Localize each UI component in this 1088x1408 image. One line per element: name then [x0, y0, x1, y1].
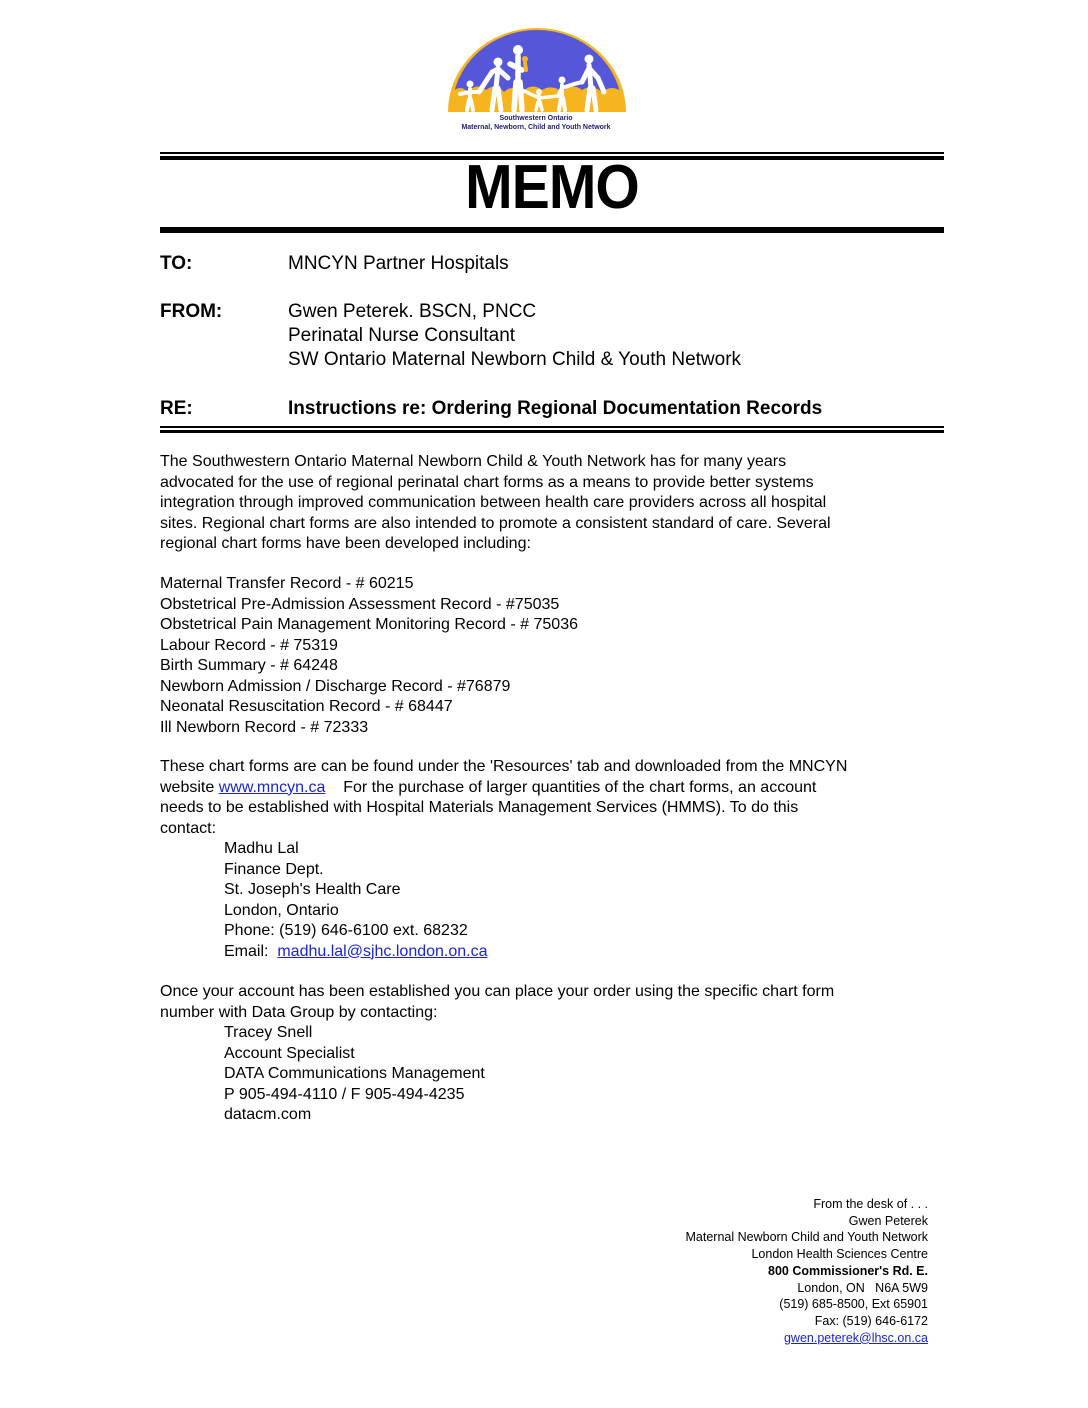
resources-paragraph	[160, 757, 960, 962]
signature-email-link[interactable]: gwen.peterek@lhsc.on.ca	[783, 1330, 928, 1345]
intro-paragraph	[160, 452, 960, 555]
form-list-item: Obstetrical Pain Management Monitoring Record - # 75036	[160, 616, 578, 633]
ordering-line: Once your account has been established you can place your order using the specific chart form	[160, 983, 835, 1000]
form-list-item: Birth Summary - # 64248	[160, 657, 338, 674]
form-list-item: Labour Record - # 75319	[160, 636, 338, 654]
signature-intro: From the desk of . . .	[813, 1197, 928, 1211]
title-bottom-rule	[160, 227, 944, 233]
signature-address: 800 Commissioner's Rd. E.	[768, 1263, 928, 1278]
signature-name: Gwen Peterek	[848, 1213, 928, 1228]
from-org: SW Ontario Maternal Newborn Child & Youth Network	[288, 349, 742, 370]
contact-dept: Finance Dept.	[224, 860, 324, 878]
ordering-line: number with Data Group by contacting:	[160, 1003, 438, 1021]
resources-line: These chart forms are can be found under the 'Resources' tab and downloaded from the MNCYN	[160, 758, 848, 775]
form-list-item: Ill Newborn Record - # 72333	[160, 718, 369, 736]
form-list-item: Obstetrical Pre-Admission Assessment Record - #75035	[160, 595, 560, 613]
contact-email-row	[224, 942, 960, 963]
signature-fax: Fax: (519) 646-6172	[814, 1313, 928, 1328]
contact-madhu-lal	[160, 839, 960, 962]
logo-text-line2: Maternal, Newborn, Child and Youth Network	[461, 124, 611, 131]
logo-text-line1: Southwestern Ontario	[499, 115, 573, 122]
form-list-item: Newborn Admission / Discharge Record - #76879	[160, 677, 511, 695]
mncyn-website-link[interactable]: www.mncyn.ca	[218, 778, 326, 796]
contact-name: Tracey Snell	[224, 1024, 313, 1041]
contact-city: London, Ontario	[224, 901, 339, 919]
signature-city: London, ON N6A 5W9	[797, 1280, 928, 1295]
madhu-email-link[interactable]: madhu.lal@sjhc.london.on.ca	[277, 942, 488, 960]
form-list-item: Maternal Transfer Record - # 60215	[160, 575, 414, 592]
header-rule-thick	[160, 430, 944, 433]
ordering-paragraph	[160, 982, 960, 1126]
form-list-item: Neonatal Resuscitation Record - # 68447	[160, 698, 453, 715]
to-value: MNCYN Partner Hospitals	[288, 253, 509, 274]
from-title: Perinatal Nurse Consultant	[288, 325, 516, 346]
contact-website: datacm.com	[224, 1106, 312, 1123]
signature-phone: (519) 685-8500, Ext 65901	[779, 1297, 928, 1312]
from-label: FROM:	[160, 301, 223, 322]
intro-line: sites. Regional chart forms are also intended to promote a consistent standard of care. Several	[160, 514, 831, 532]
re-label: RE:	[160, 398, 193, 419]
form-list	[160, 574, 960, 738]
contact-name: Madhu Lal	[224, 840, 299, 857]
resources-text: website	[160, 778, 219, 796]
resources-line: contact:	[160, 819, 217, 837]
resources-text: For the purchase of larger quantities of the chart forms, an account	[325, 778, 817, 796]
resources-line	[160, 778, 960, 799]
intro-line: advocated for the use of regional perinatal chart forms as a means to provide better systems	[160, 473, 814, 491]
page-title: MEMO	[465, 153, 639, 222]
contact-tracey-snell	[160, 1023, 960, 1126]
mncyn-logo-icon	[446, 26, 628, 114]
contact-org: DATA Communications Management	[224, 1065, 485, 1082]
contact-org: St. Joseph's Health Care	[224, 881, 401, 898]
from-name: Gwen Peterek. BSCN, PNCC	[288, 301, 537, 322]
signature-site: London Health Sciences Centre	[751, 1247, 928, 1262]
contact-phone: P 905-494-4110 / F 905-494-4235	[224, 1085, 465, 1103]
intro-line: regional chart forms have been developed including:	[160, 535, 531, 552]
header-rule-thin	[160, 426, 944, 428]
contact-title: Account Specialist	[224, 1044, 355, 1062]
re-subject: Instructions re: Ordering Regional Documentation Records	[288, 398, 823, 419]
contact-phone: Phone: (519) 646-6100 ext. 68232	[224, 922, 468, 939]
intro-line: integration through improved communication between health care providers across all hospital	[160, 494, 827, 511]
contact-email-label: Email:	[224, 942, 278, 960]
signature-block	[686, 1196, 929, 1346]
to-label: TO:	[160, 253, 193, 274]
signature-org: Maternal Newborn Child and Youth Network	[685, 1230, 928, 1245]
resources-line: needs to be established with Hospital Materials Management Services (HMMS). To do this	[160, 799, 799, 816]
intro-line: The Southwestern Ontario Maternal Newborn Child & Youth Network has for many years	[160, 453, 787, 470]
